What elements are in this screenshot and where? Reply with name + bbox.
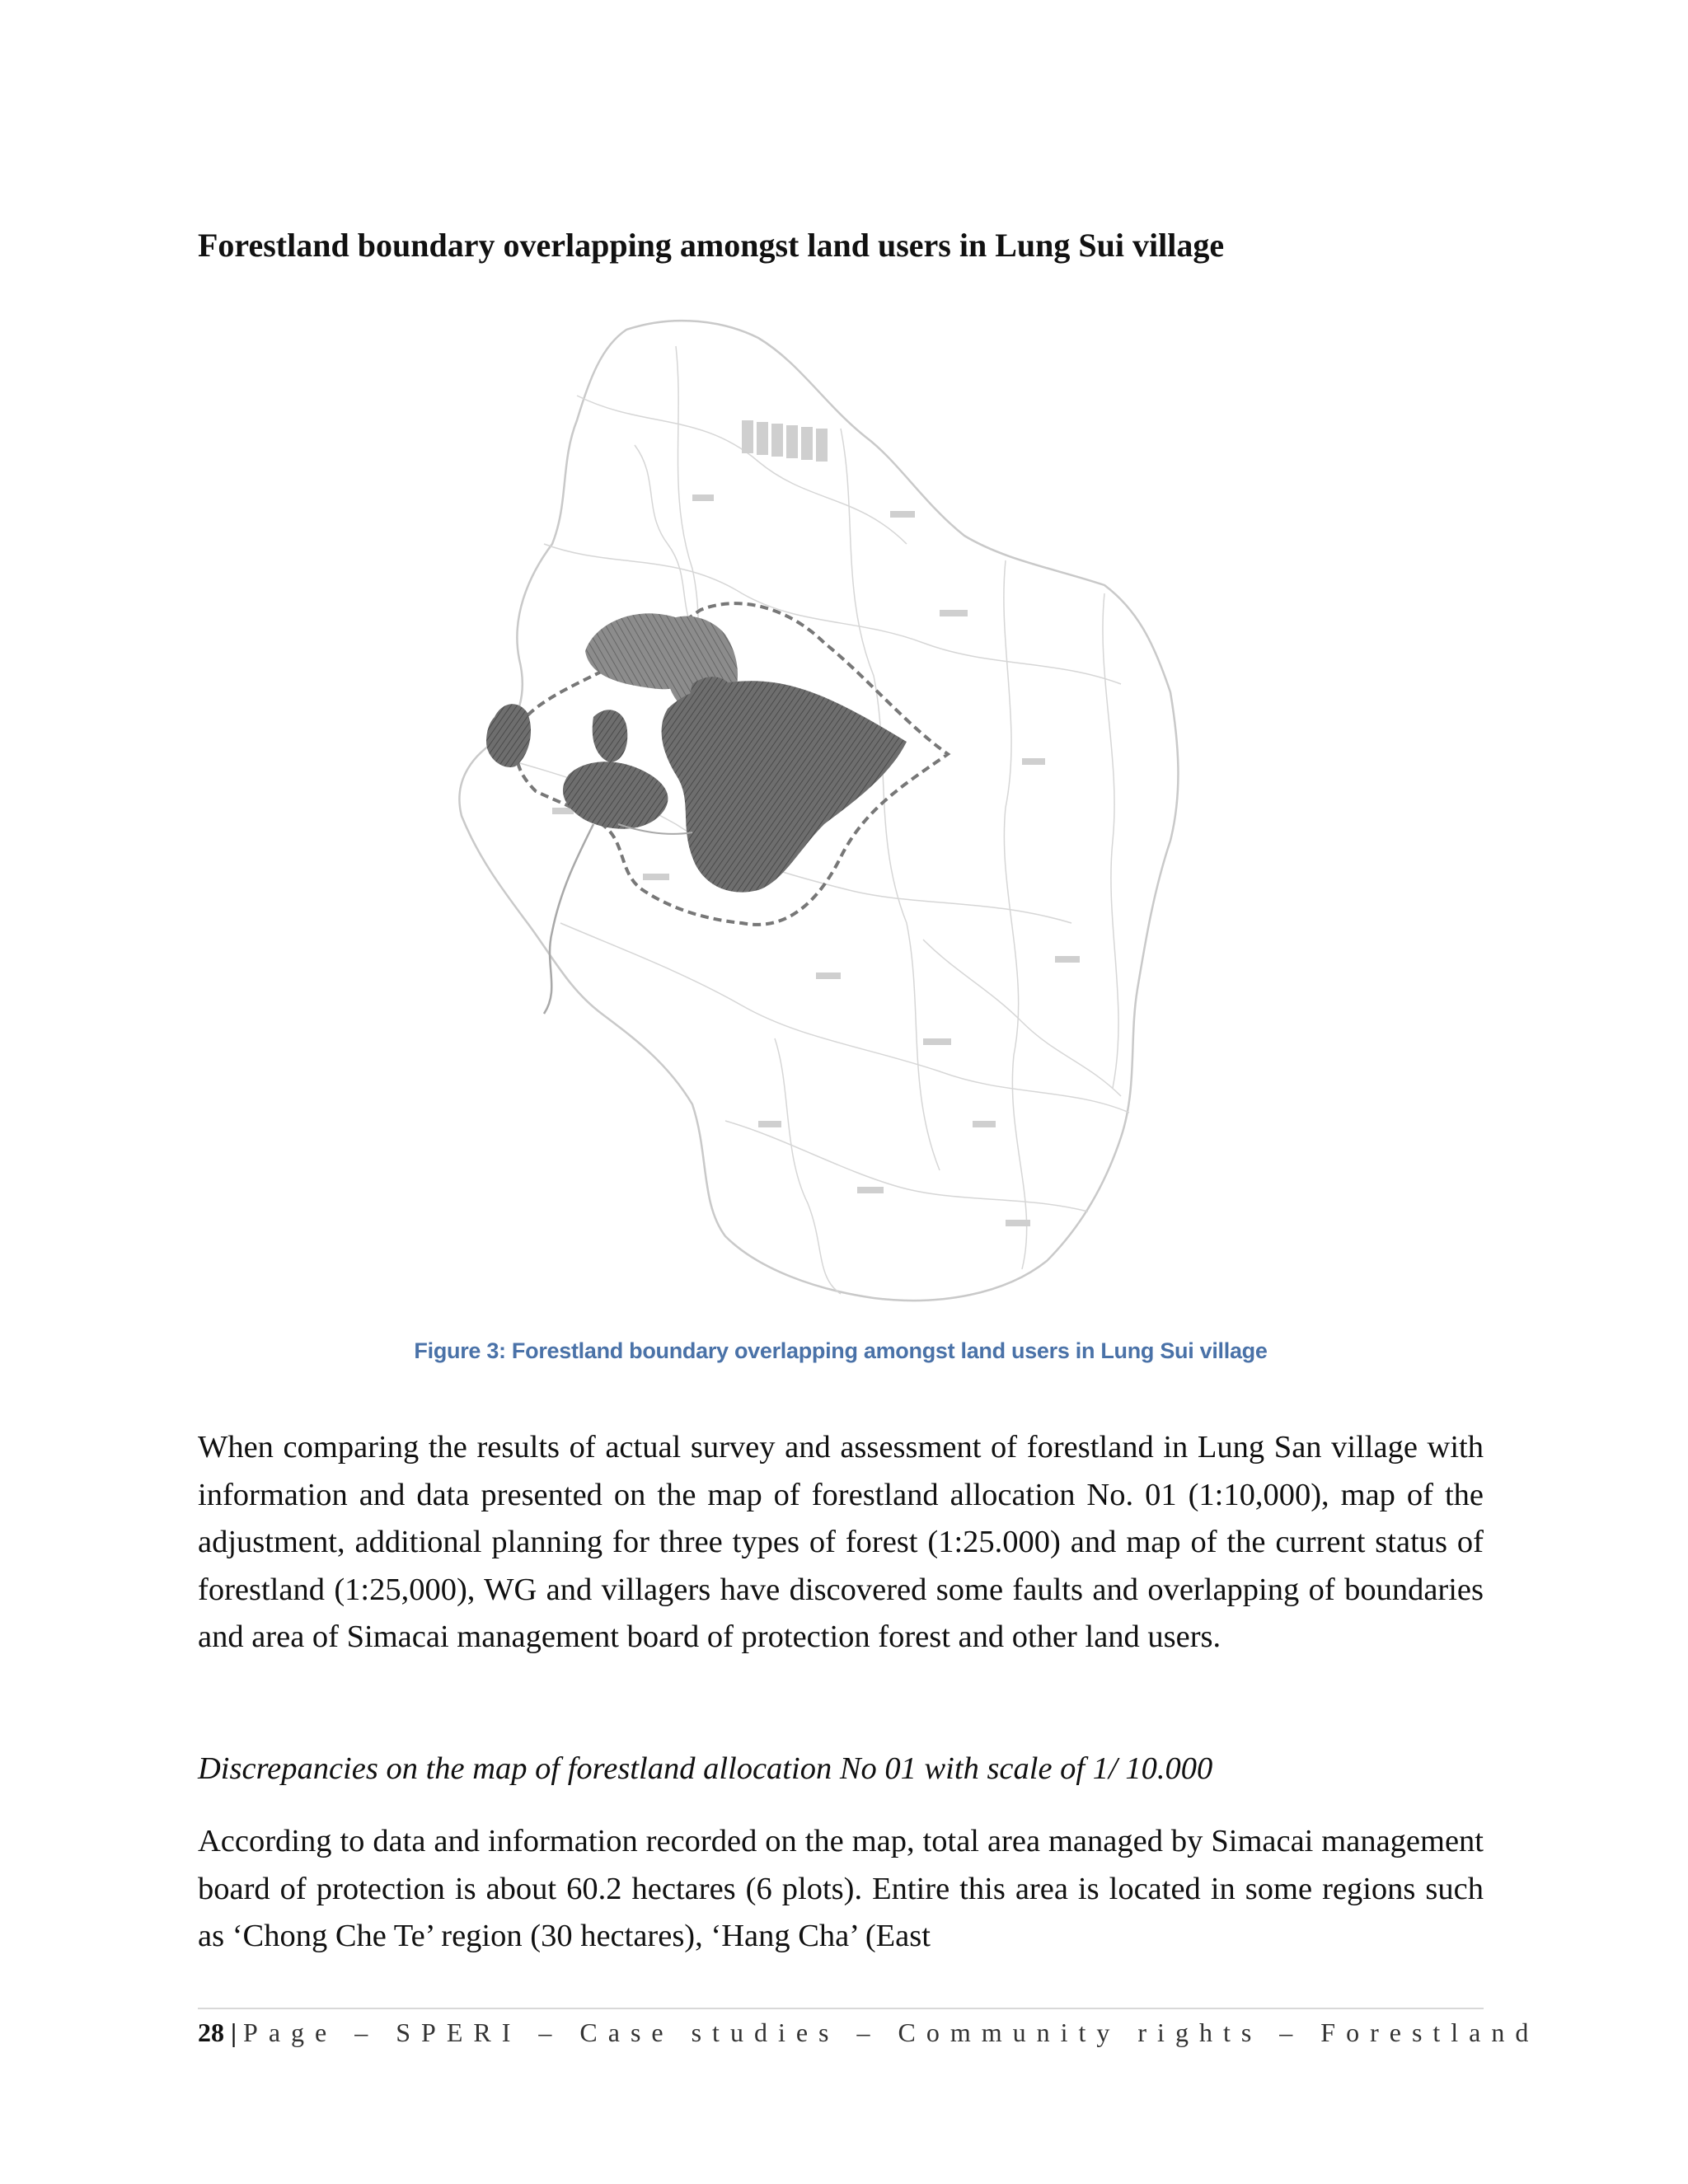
italic-subheading: Discrepancies on the map of forestland allocation No 01 with scale of 1/ 10.000 — [198, 1751, 1213, 1786]
footer-separator: | — [224, 2018, 244, 2047]
body-paragraph: When comparing the results of actual survey and assessment of forestland in Lung San village with information and data presented on the map of forestland allocation No. 01 (1:10,000), map of the adjustment, additional planning for three types of forest (1:25.000) and map of the current status of forestland (1:25,000), WG and villagers have discovered some faults and overlapping of boundaries and area of Simacai management board of protection forest and other land users. — [198, 1430, 1484, 1654]
forestland-map-figure — [429, 297, 1220, 1319]
footer-divider — [198, 2008, 1484, 2009]
body-paragraph: According to data and information recorded on the map, total area managed by Simacai management board of protection is about 60.2 hectares (6 plots). Entire this area is located in some regions such as ‘Chong Che Te’ region (30 hectares), ‘Hang Cha’ (East — [198, 1824, 1484, 1953]
page-number: 28 — [198, 2018, 224, 2047]
footer-text: Page – SPERI – Case studies – Community rights – Forestland — [243, 2018, 1540, 2047]
river-line — [544, 824, 593, 1014]
page-footer — [198, 2016, 1540, 2049]
section-title: Forestland boundary overlapping amongst land users in Lung Sui village — [198, 227, 1225, 264]
figure-caption: Figure 3: Forestland boundary overlapping amongst land users in Lung Sui village — [414, 1338, 1268, 1363]
